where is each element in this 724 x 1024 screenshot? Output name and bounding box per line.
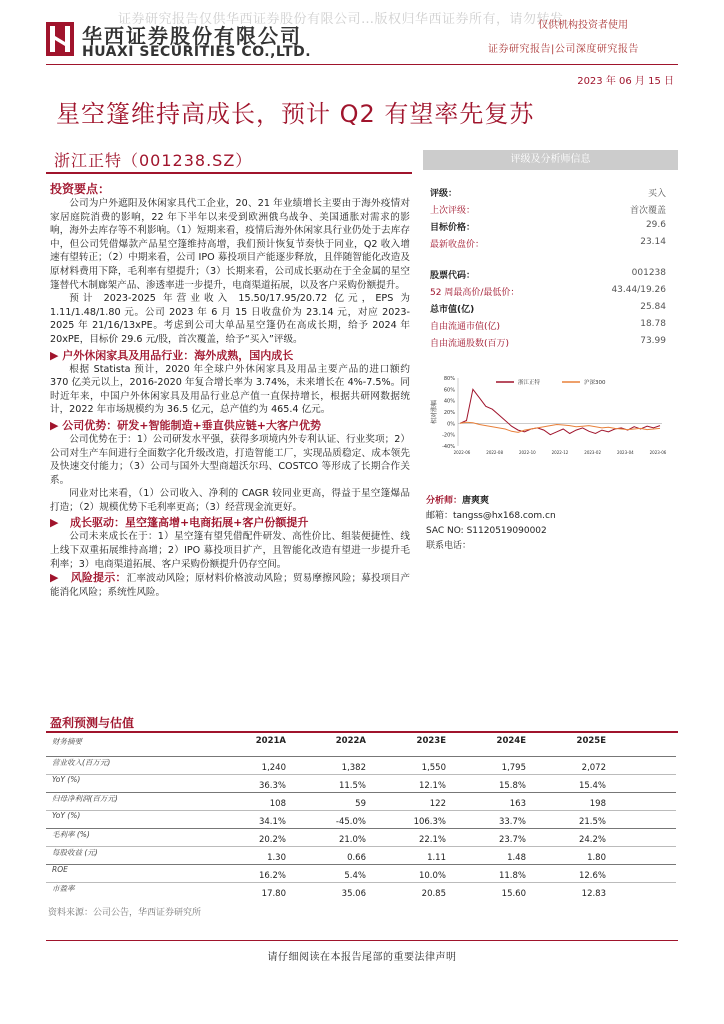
series-line-zjzt [460, 389, 660, 434]
table-cell: 0.66 [347, 853, 366, 863]
row-label: 归母净利润(百万元) [52, 794, 118, 803]
y-tick-label: 40% [443, 398, 455, 405]
x-tick-label: 2023-04 [616, 450, 634, 455]
table-cell: 198 [589, 799, 606, 809]
report-date: 2023 年 06 月 15 日 [577, 76, 674, 87]
subheading-advantage-text: 公司优势：研发+智能制造+垂直供应链+大客户优势 [62, 418, 321, 432]
audience-note: 仅供机构投资者使用 [538, 20, 628, 31]
rating-value: 首次覆盖 [629, 206, 666, 216]
subheading-industry: ▶ 户外休闲家具及用品行业：海外成熟，国内成长 [50, 348, 294, 362]
table-cell: 15.8% [498, 781, 526, 791]
table-row [46, 792, 676, 811]
subheading-growth: ▶ 成长驱动：星空篷高增+电商拓展+客户份额提升 [50, 516, 309, 530]
table-row [46, 864, 676, 883]
table-cell: 12.6% [578, 871, 606, 881]
rating-label: 上次评级： [430, 206, 476, 216]
table-cell: 20.85 [421, 889, 446, 899]
row-label: ROE [52, 865, 68, 874]
table-cell: 1,382 [341, 763, 366, 773]
rating-value: 25.84 [640, 302, 666, 312]
rating-row [430, 319, 666, 335]
row-label: YoY (%) [52, 811, 81, 820]
rating-label: 自由流通市值(亿) [430, 322, 501, 332]
table-cell: 24.2% [578, 835, 606, 845]
risk-block [50, 571, 410, 599]
rating-row [430, 302, 666, 318]
forecast-table [46, 734, 676, 900]
paragraph-advantage: 公司优势在于：1）公司研发水平强，获得多项境内外专利认证、行业奖项；2）公司对生产车间进行全面数字化升级改造，打造智能工厂，实现品质稳定、成本领先及快速交付能力；（3）公司与国外大型商超沃尔玛、COSTCO 等形成了长期合作关系。 [50, 433, 410, 486]
table-cell: 10.0% [418, 871, 446, 881]
row-label: YoY (%) [52, 775, 81, 784]
rating-label: 股票代码： [430, 271, 476, 281]
table-cell: 1.80 [587, 853, 606, 863]
table-cell: 2,072 [581, 763, 606, 773]
table-header-row [46, 734, 676, 752]
paragraph-industry: 根据 Statista 预计，2020 年全球户外休闲家具及用品主要产品的进口额约 370 亿美元以上，2016-2020 年复合增长率为 3.74%，未来增长在 4%-7.5%。同时近年来，中国户外休闲家具及用品行业总产值一直保持增长，根据共研网数据统计，2022 年市场规模约为 36.5 亿元，总产值约为 465.4 亿元。 [50, 363, 410, 416]
table-cell: 1,240 [261, 763, 286, 773]
table-cell: 33.7% [498, 817, 526, 827]
x-tick-label: 2022-08 [486, 450, 504, 455]
analyst-sac-row [426, 524, 556, 539]
subheading-growth-text: 成长驱动：星空篷高增+电商拓展+客户份额提升 [69, 516, 309, 530]
table-cell: 12.1% [418, 781, 446, 791]
table-cell: 2021A [255, 736, 286, 746]
table-cell: 1,795 [501, 763, 526, 773]
rating-value: 23.14 [640, 237, 666, 247]
forecast-heading: 盈利预测与估值 [50, 716, 135, 730]
paragraph-valuation: 预计 2023-2025 年营业收入 15.50/17.95/20.72 亿元，EPS 为 1.11/1.48/1.80 元。公司 2023 年 6 月 15 日收盘价为 23.14 元，对应 2023-2025 年 21/16/13xPE。考虑到公司大单品星空篷仍在高成长期，给予 2024 年 20xPE，目标价 29.6 元/股，首次覆盖，给予“买入”评级。 [50, 293, 410, 345]
table-cell: 15.4% [578, 781, 606, 791]
header-divider [46, 64, 678, 65]
table-cell: 11.8% [498, 871, 526, 881]
sac-label: SAC NO: [426, 526, 464, 536]
rating-label: 自由流通股数(百万) [430, 339, 510, 349]
table-cell: 2025E [576, 736, 606, 746]
subheading-advantage: ▶ 公司优势：研发+智能制造+垂直供应链+大客户优势 [50, 418, 321, 432]
analyst-sac: S1120519090002 [466, 526, 547, 536]
row-label: 营业收入(百万元) [52, 758, 111, 767]
subheading-industry-text: 户外休闲家具及用品行业：海外成熟，国内成长 [62, 348, 294, 362]
table-cell: 1.30 [267, 853, 286, 863]
table-cell: 106.3% [413, 817, 446, 827]
rating-label: 目标价格： [430, 223, 476, 233]
analyst-label: 分析师： [426, 496, 463, 506]
y-tick-label: 20% [443, 410, 455, 416]
table-row [46, 774, 676, 793]
investment-heading: 投资要点： [50, 182, 111, 196]
stock-name: 浙江正特（001238.SZ） [54, 151, 253, 170]
x-tick-label: 2022-10 [518, 450, 536, 455]
x-tick-label: 2023-06 [649, 450, 667, 455]
risk-heading: ▶ 风险提示： [50, 571, 127, 585]
table-cell: -45.0% [335, 817, 366, 827]
rating-row [430, 203, 666, 219]
table-cell: 22.1% [418, 835, 446, 845]
footer-divider [46, 940, 678, 941]
table-cell: 12.83 [581, 889, 606, 899]
legend-label: 浙江正特 [518, 380, 541, 386]
table-cell: 23.7% [498, 835, 526, 845]
table-cell: 34.1% [258, 817, 286, 827]
rating-label: 52 周最高价/最低价： [430, 288, 520, 298]
table-row [46, 810, 676, 829]
analyst-name: 唐爽爽 [462, 496, 490, 506]
y-tick-label: 60% [443, 387, 455, 394]
table-cell: 36.3% [258, 781, 286, 791]
table-cell: 2024E [496, 736, 526, 746]
rating-row [430, 336, 666, 352]
row-label: 每股收益 (元) [52, 848, 98, 857]
rating-value: 29.6 [645, 220, 666, 230]
table-row [46, 828, 676, 847]
paragraph-growth: 公司未来成长在于：1）星空篷有望凭借配件研发、高性价比、组装便捷性、线上线下双重拓展维持高增；2）IPO 募投项目扩产，且智能化改造有望进一步提升毛利率；3）电商渠道拓展、客户采购份额提升仍存空间。 [50, 531, 410, 570]
table-cell: 2023E [416, 736, 446, 746]
y-tick-label: 0% [447, 421, 455, 428]
table-cell: 2022A [335, 736, 366, 746]
analyst-name-row [426, 494, 556, 509]
brand-name-cn: 华西证券股份有限公司 [82, 24, 302, 48]
analyst-info [426, 494, 556, 554]
rating-row [430, 268, 666, 284]
table-cell: 122 [429, 799, 446, 809]
table-cell: 21.0% [338, 835, 366, 845]
rating-label: 总市值(亿) [430, 305, 475, 315]
risk-heading-text: 风险提示： [70, 571, 127, 585]
rating-row [430, 220, 666, 236]
rating-value: 43.44/19.26 [611, 285, 666, 295]
table-cell: 20.2% [258, 835, 286, 845]
table-cell: 5.4% [344, 871, 366, 881]
relative-performance-chart [424, 372, 676, 462]
rating-value: 买入 [647, 189, 666, 199]
table-row [46, 882, 676, 901]
forecast-divider [46, 731, 678, 733]
table-row [46, 846, 676, 865]
title-divider [46, 172, 412, 174]
analyst-email-row [426, 509, 556, 524]
y-tick-label: -20% [442, 432, 455, 439]
legend-label: 沪深300 [584, 380, 606, 386]
paragraph-overview: 公司为户外遮阳及休闲家具代工企业，20、21 年业绩增长主要由于海外疫情对家居庭院消费的影响，22 年下半年以来受到欧洲俄乌战争、美国通胀对需求的影响，海外去库存等不利影响。（1）短期来看，疫情后海外休闲家具行业仍处于去库存中，但公司凭借爆款产品星空篷维持高增，我们预计恢复节奏快于同业，Q2 收入增速有望转正；（2）中期来看，公司 IPO 募投项目产能逐步释放，且伴随智能化改造及原材料费用下降，毛利率有望提升；（3）长期来看，公司成长驱动在于全金属的星空篷替代木制廊架产品、渗透率进一步提升，电商渠道拓展，以及客户采购份额提升。 [50, 198, 410, 291]
phone-label: 联系电话： [426, 541, 472, 551]
investment-points [50, 180, 410, 599]
x-tick-label: 2023-02 [584, 450, 602, 455]
table-cell: 16.2% [258, 871, 286, 881]
row-label: 市盈率 [52, 884, 75, 893]
y-axis-label: 相对涨幅 [431, 399, 438, 425]
legal-footer: 请仔细阅读在本报告尾部的重要法律声明 [267, 952, 457, 963]
row-label: 毛利率 (%) [52, 830, 90, 839]
huaxi-logo-icon [46, 22, 74, 56]
x-tick-label: 2022-06 [453, 450, 471, 455]
table-cell: 59 [355, 799, 366, 809]
data-source: 资料来源：公司公告，华西证券研究所 [48, 908, 202, 918]
rating-value: 18.78 [640, 319, 666, 329]
analyst-phone-row [426, 539, 556, 554]
brand-name-en: HUAXI SECURITIES CO.,LTD. [82, 44, 312, 60]
table-cell: 21.5% [578, 817, 606, 827]
watermark: 证券研究报告仅供华西证券股份有限公司…版权归华西证券所有，请勿转发。 [118, 12, 578, 27]
table-cell: 35.06 [341, 889, 366, 899]
paragraph-peer-compare: 同业对比来看，（1）公司收入、净利的 CAGR 较同业更高，得益于星空篷爆品打造；（2）规模优势下毛利率更高；（3）经营现金流更好。 [50, 488, 410, 513]
table-cell: 15.60 [501, 889, 526, 899]
table-cell: 17.80 [261, 889, 286, 899]
table-cell: 11.5% [338, 781, 366, 791]
x-tick-label: 2022-12 [551, 450, 569, 455]
table-cell: 1.11 [427, 853, 446, 863]
rating-value: 001238 [631, 268, 666, 278]
table-cell: 1,550 [421, 763, 446, 773]
analyst-email[interactable]: tangss@hx168.com.cn [453, 511, 556, 521]
rating-row [430, 285, 666, 301]
table-cell: 108 [269, 799, 286, 809]
table-cell: 163 [509, 799, 526, 809]
report-type: 证券研究报告|公司深度研究报告 [488, 44, 639, 55]
risk-text: 汇率波动风险；原材料价格波动风险；贸易摩擦风险；募投项目产能消化风险；系统性风险。 [50, 573, 411, 598]
rating-row [430, 186, 666, 202]
report-title: 星空篷维持高成长，预计 Q2 有望率先复苏 [56, 100, 535, 128]
rating-value: 73.99 [640, 336, 666, 346]
rating-row [430, 237, 666, 253]
row-label: 财务摘要 [52, 737, 82, 746]
table-cell: 1.48 [507, 853, 526, 863]
y-tick-label: -40% [442, 444, 455, 450]
email-label: 邮箱： [426, 511, 454, 521]
rating-header: 评级及分析师信息 [423, 150, 678, 170]
rating-label: 最新收盘价： [430, 240, 485, 250]
rating-label: 评级： [430, 189, 458, 199]
table-row [46, 756, 676, 775]
y-tick-label: 80% [443, 376, 455, 382]
